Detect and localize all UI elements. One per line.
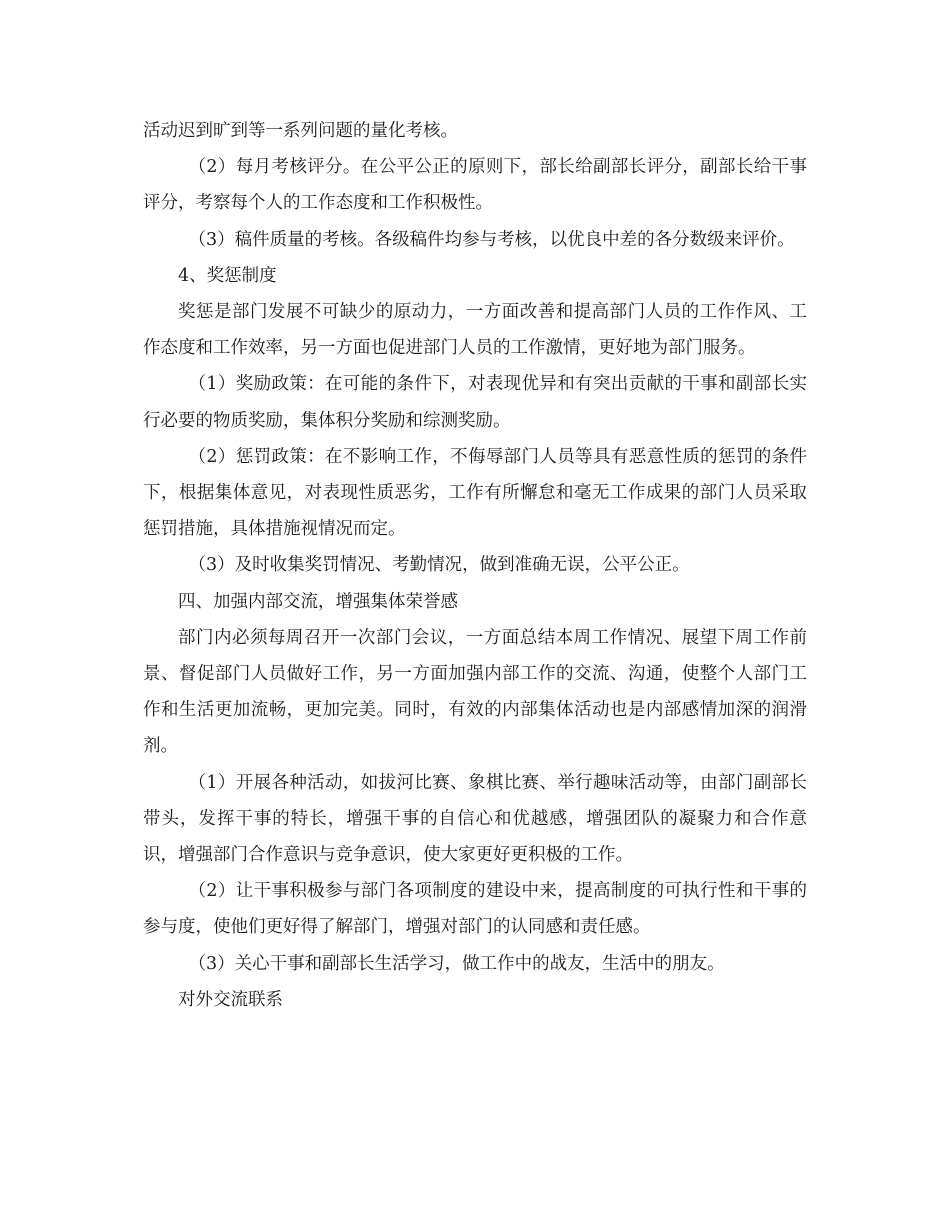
paragraph-care: （3）关心干事和副部长生活学习，做工作中的战友，生活中的朋友。 <box>188 953 725 974</box>
paragraph-participation: （2）让干事积极参与部门各项制度的建设中来，提高制度的可执行性和干事的参与度，使他们更好得了解部门，增强对部门的认同感和责任感。 <box>143 881 807 938</box>
paragraph-continuation: 活动迟到旷到等一系列问题的量化考核。 <box>143 121 458 141</box>
paragraph-reward-policy: （1）奖励政策：在可能的条件下，对表现优异和有突出贡献的干事和副部长实行必要的物质奖励，集体积分奖励和综测奖励。 <box>143 374 807 431</box>
paragraph-weekly-meeting: 部门内必须每周召开一次部门会议，一方面总结本周工作情况、展望下周工作前景、督促部门人员做好工作，另一方面加强内部工作的交流、沟通，使整个人部门工作和生活更加流畅，更加完美。同时，有效的内部集体活动也是内部感情加深的润滑剂。 <box>143 627 807 757</box>
paragraph-penalty-policy: （2）惩罚政策：在不影响工作，不侮辱部门人员等具有恶意性质的惩罚的条件下，根据集体意见，对表现性质恶劣，工作有所懈怠和毫无工作成果的部门人员采取惩罚措施，具体措施视情况而定。 <box>143 446 807 540</box>
section-heading-rewards-penalties: 4、奖惩制度 <box>178 265 277 286</box>
document-body <box>143 113 807 1018</box>
section-heading-internal-exchange: 四、加强内部交流，增强集体荣誉感 <box>178 591 458 612</box>
section-heading-external-exchange: 对外交流联系 <box>178 989 283 1010</box>
paragraph-manuscript-quality: （3）稿件质量的考核。各级稿件均参与考核，以优良中差的各分数级来评价。 <box>188 229 795 250</box>
paragraph-rewards-intro: 奖惩是部门发展不可缺少的原动力，一方面改善和提高部门人员的工作作风、工作态度和工作效率，另一方面也促进部门人员的工作激情，更好地为部门服务。 <box>143 302 807 359</box>
paragraph-attendance-collection: （3）及时收集奖罚情况、考勤情况，做到准确无误，公平公正。 <box>188 555 690 576</box>
paragraph-activities: （1）开展各种活动，如拔河比赛、象棋比赛、举行趣味活动等，由部门副部长带头，发挥干事的特长，增强干事的自信心和优越感，增强团队的凝聚力和合作意识，增强部门合作意识与竞争意识，使大家更好更积极的工作。 <box>143 772 807 866</box>
paragraph-monthly-evaluation: （2）每月考核评分。在公平公正的原则下，部长给副部长评分，副部长给干事评分，考察每个人的工作态度和工作积极性。 <box>143 157 807 214</box>
